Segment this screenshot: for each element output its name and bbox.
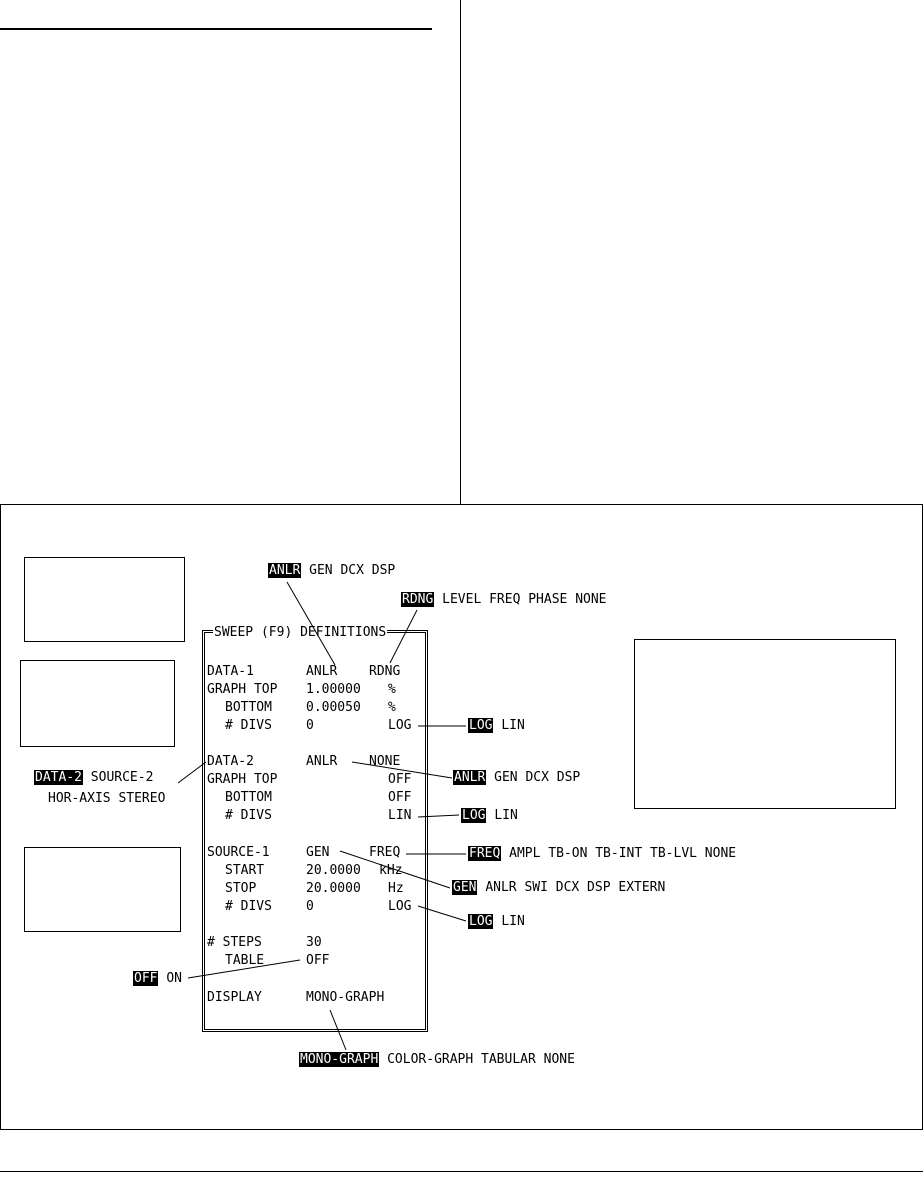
data1-top-value[interactable]: 1.00000: [306, 682, 361, 697]
data1-divs-value[interactable]: 0: [306, 718, 314, 733]
callout-options: LEVEL FREQ PHASE NONE: [442, 592, 607, 607]
data1-bottom-unit: %: [388, 700, 396, 715]
source1-param[interactable]: FREQ: [369, 845, 401, 860]
callout-options: AMPL TB-ON TB-INT TB-LVL NONE: [509, 846, 737, 861]
callout-data2-select-line2: HOR-AXIS STEREO: [48, 791, 166, 806]
callout-selected: FREQ: [469, 846, 501, 861]
screen-title: SWEEP (F9) DEFINITIONS: [214, 625, 387, 640]
callout-selected: DATA-2: [35, 770, 82, 785]
start-label: START: [225, 863, 265, 878]
callout-selected: OFF: [134, 971, 158, 986]
callout-options: GEN DCX DSP: [309, 563, 396, 578]
callout-selected: ANLR: [269, 563, 301, 578]
callout-options: LIN: [494, 808, 518, 823]
data2-bottom-value[interactable]: OFF: [388, 790, 412, 805]
callout-options: SOURCE-2: [90, 770, 154, 785]
data1-source[interactable]: ANLR: [306, 664, 338, 679]
callout-selected: LOG: [469, 914, 493, 929]
callout-options: LIN: [501, 914, 525, 929]
data2-bottom-label: BOTTOM: [225, 790, 272, 805]
callout-selected: ANLR: [454, 770, 486, 785]
data1-divs-scale[interactable]: LOG: [388, 718, 412, 733]
data1-top-label: GRAPH TOP: [207, 682, 278, 697]
data2-label: DATA-2: [207, 754, 254, 769]
source1-divs-scale[interactable]: LOG: [388, 899, 412, 914]
data2-top-value[interactable]: OFF: [388, 772, 412, 787]
start-value[interactable]: 20.0000: [306, 863, 361, 878]
data2-param[interactable]: NONE: [369, 754, 401, 769]
callout-options: ON: [166, 971, 182, 986]
callout-selected: GEN: [453, 880, 477, 895]
leader-source1-source: [340, 851, 450, 888]
leader-table: [188, 960, 300, 978]
data1-bottom-label: BOTTOM: [225, 700, 272, 715]
table-value[interactable]: OFF: [306, 953, 330, 968]
callout-selected: MONO-GRAPH: [300, 1052, 379, 1067]
leader-data1-source: [287, 582, 335, 665]
callout-options: ANLR SWI DCX DSP EXTERN: [485, 880, 666, 895]
source1-source[interactable]: GEN: [306, 845, 330, 860]
callout-selected: RDNG: [402, 592, 434, 607]
source1-divs-label: # DIVS: [225, 899, 272, 914]
callout-selected: LOG: [469, 718, 493, 733]
source1-divs-value[interactable]: 0: [306, 899, 314, 914]
data1-bottom-value[interactable]: 0.00050: [306, 700, 361, 715]
leader-data2-scale: [418, 815, 459, 817]
callout-options: COLOR-GRAPH TABULAR NONE: [387, 1052, 575, 1067]
start-unit: kHz: [379, 863, 403, 878]
leader-source1-scale: [418, 906, 466, 921]
callout-options: GEN DCX DSP: [494, 770, 581, 785]
source1-label: SOURCE-1: [207, 845, 270, 860]
data2-top-label: GRAPH TOP: [207, 772, 278, 787]
table-label: TABLE: [225, 953, 265, 968]
display-value[interactable]: MONO-GRAPH: [306, 990, 385, 1005]
leader-data1-param: [390, 610, 417, 663]
data2-divs-scale[interactable]: LIN: [388, 808, 412, 823]
stop-value[interactable]: 20.0000: [306, 881, 361, 896]
data2-source[interactable]: ANLR: [306, 754, 338, 769]
steps-value[interactable]: 30: [306, 935, 322, 950]
leader-display: [330, 1010, 346, 1050]
callout-options: LIN: [501, 718, 525, 733]
leader-data2-source: [352, 762, 452, 778]
data2-divs-label: # DIVS: [225, 808, 272, 823]
data1-divs-label: # DIVS: [225, 718, 272, 733]
steps-label: # STEPS: [207, 935, 262, 950]
data1-label: DATA-1: [207, 664, 254, 679]
callout-selected: LOG: [462, 808, 486, 823]
leader-data2-select: [178, 762, 206, 783]
stop-label: STOP: [225, 881, 257, 896]
data1-top-unit: %: [388, 682, 396, 697]
stop-unit: Hz: [388, 881, 404, 896]
display-label: DISPLAY: [207, 990, 262, 1005]
data1-param[interactable]: RDNG: [369, 664, 401, 679]
